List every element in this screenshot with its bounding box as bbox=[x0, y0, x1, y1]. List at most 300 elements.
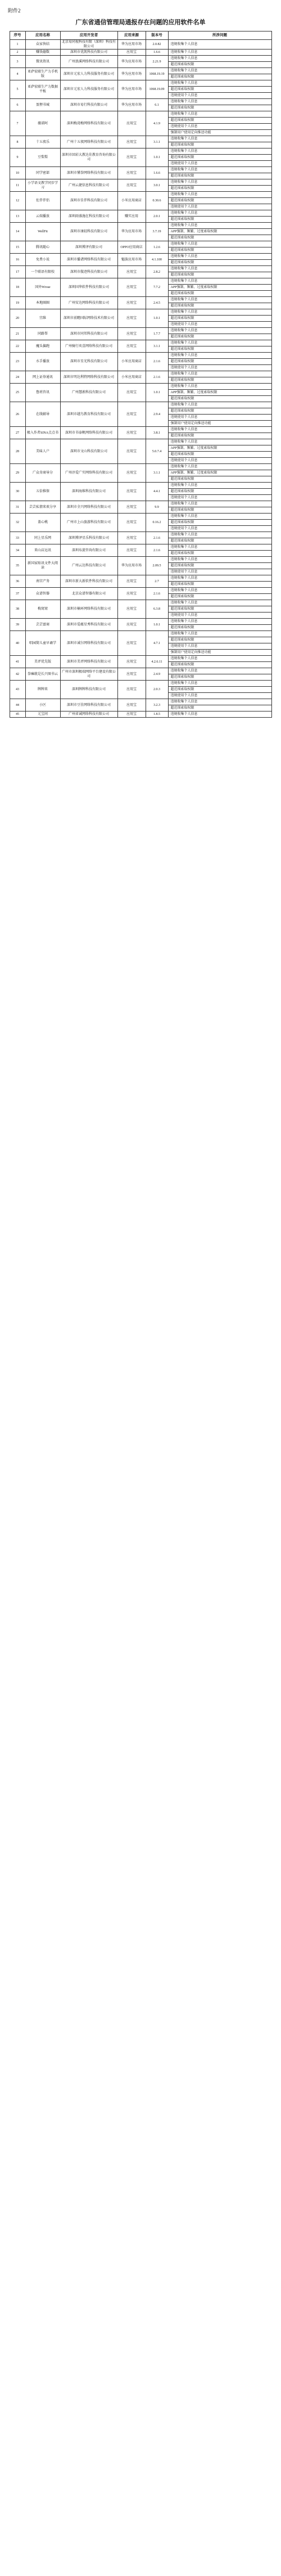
cell-source: 华为应用市场 bbox=[117, 56, 146, 68]
cell-no: 38 bbox=[10, 600, 25, 619]
cell-issue: 超范围索取权限 bbox=[168, 507, 271, 514]
cell-issue: 超范围索取权限 bbox=[168, 74, 271, 80]
cell-source: 应用宝 bbox=[117, 111, 146, 136]
cell-source: 华为应用市场 bbox=[117, 557, 146, 575]
cell-issue: 违规收集个人信息 bbox=[168, 501, 271, 507]
cell-developer: 深圳市懂拳网络科技有限公司 bbox=[60, 167, 117, 179]
table-row bbox=[10, 297, 271, 303]
cell-no: 16 bbox=[10, 254, 25, 266]
table-row bbox=[10, 699, 271, 705]
cell-issue: 超范围索取权限 bbox=[168, 625, 271, 631]
cell-issue: 超范围索取权限 bbox=[168, 142, 271, 148]
cell-no: 43 bbox=[10, 681, 25, 699]
cell-issue: 违规使用个人信息 bbox=[168, 124, 271, 130]
cell-no: 29 bbox=[10, 464, 25, 483]
cell-app-name: 赚钱德数 bbox=[25, 49, 60, 56]
cell-issue: 超范围索取权限 bbox=[168, 155, 271, 161]
cell-source: 应用宝 bbox=[117, 501, 146, 514]
cell-app-name: 盈狸书城 bbox=[25, 99, 60, 111]
cell-source: 应用宝 bbox=[117, 514, 146, 532]
cell-no: 11 bbox=[10, 179, 25, 192]
cell-issue: 超范围索取权限 bbox=[168, 272, 271, 278]
cell-developer: 深圳市文山科技有限公司 bbox=[60, 439, 117, 464]
cell-source: 小米应用商店 bbox=[117, 192, 146, 210]
cell-no: 3 bbox=[10, 56, 25, 68]
cell-issue: APP强制、频繁、过度索取权限 bbox=[168, 445, 271, 452]
cell-issue: 超范围索取权限 bbox=[168, 377, 271, 384]
cell-version: 1068.19.09 bbox=[146, 80, 168, 99]
cell-app-name: 来山店远讯 bbox=[25, 544, 60, 557]
table-row bbox=[10, 532, 271, 538]
cell-no: 21 bbox=[10, 328, 25, 340]
cell-version: 2.4.9 bbox=[146, 668, 168, 681]
table-row bbox=[10, 544, 271, 551]
cell-developer: 深圳梅湾梅网络科技有限公司 bbox=[60, 111, 117, 136]
cell-developer: 深圳市优凯科技有限公司 bbox=[60, 49, 117, 56]
cell-issue: 违规收集个人信息 bbox=[168, 402, 271, 408]
cell-issue: 超范围索取权限 bbox=[168, 551, 271, 557]
cell-source: 赚实应用 bbox=[117, 210, 146, 223]
cell-developer: 深圳市全兴网络科技有限公司 bbox=[60, 501, 117, 514]
cell-version: 4.1.100 bbox=[146, 254, 168, 266]
cell-issue: 违规使用个人信息 bbox=[168, 93, 271, 99]
cell-developer: 深圳海维科技有限公司 bbox=[60, 483, 117, 501]
cell-issue: 违规收集个人信息 bbox=[168, 148, 271, 155]
cell-developer: 深圳市同邦科技有限公司 bbox=[60, 328, 117, 340]
table-row bbox=[10, 167, 271, 173]
cell-app-name: 美味人户 bbox=[25, 439, 60, 464]
cell-version: 2.1.6 bbox=[146, 544, 168, 557]
cell-developer: 深圳市美评网络科技有限公司 bbox=[60, 656, 117, 668]
document-page bbox=[0, 0, 281, 729]
cell-no: 9 bbox=[10, 148, 25, 167]
cell-version: 2.0.3 bbox=[146, 681, 168, 699]
cell-issue: 违规收集个人信息 bbox=[168, 619, 271, 625]
cell-version: 2.1.6 bbox=[146, 588, 168, 600]
table-row bbox=[10, 631, 271, 637]
cell-version: 1068.19.19 bbox=[146, 68, 168, 80]
cell-app-name: 南宫产务 bbox=[25, 575, 60, 588]
cell-developer: 深圳市康轻科技有限公司 bbox=[60, 223, 117, 241]
table-row bbox=[10, 588, 271, 594]
cell-app-name: 免费小说 bbox=[25, 254, 60, 266]
cell-developer: 深圳市书泰帆网络科技有限公司 bbox=[60, 427, 117, 439]
cell-source: 应用宝 bbox=[117, 278, 146, 297]
table-row bbox=[10, 340, 271, 346]
cell-source: 应用宝 bbox=[117, 631, 146, 656]
cell-developer: 深圳市诚尔网络科技有限公司 bbox=[60, 631, 117, 656]
table-row bbox=[10, 266, 271, 272]
attachment-label: 附件2 bbox=[8, 8, 21, 13]
table-row bbox=[10, 668, 271, 674]
cell-version: 0.30.6 bbox=[146, 192, 168, 210]
cell-issue: 违规收集个人信息 bbox=[168, 278, 271, 285]
cell-no: 8 bbox=[10, 136, 25, 148]
table-row bbox=[10, 600, 271, 606]
cell-source: 应用宝 bbox=[117, 309, 146, 328]
cell-issue: 违规收集个人信息 bbox=[168, 223, 271, 229]
cell-issue: 违规收集个人信息 bbox=[168, 544, 271, 551]
cell-source: 应用宝 bbox=[117, 600, 146, 619]
cell-source: 应用宝 bbox=[117, 575, 146, 588]
cell-source: 应用宝 bbox=[117, 427, 146, 439]
cell-issue: 违规使用个人信息 bbox=[168, 495, 271, 501]
cell-issue: 超范围索取权限 bbox=[168, 316, 271, 322]
cell-issue: 违规收集个人信息 bbox=[168, 600, 271, 606]
cell-no: 17 bbox=[10, 266, 25, 278]
cell-issue: 违规收集个人信息 bbox=[168, 340, 271, 346]
cell-developer: 深圳博泽星乐科技有限公司 bbox=[60, 532, 117, 544]
cell-issue: 超范围索取权限 bbox=[168, 489, 271, 495]
cell-source: 华为应用市场 bbox=[117, 80, 146, 99]
cell-issue: 违规使用个人信息 bbox=[168, 415, 271, 421]
table-row bbox=[10, 49, 271, 56]
cell-issue: 违规收集个人信息 bbox=[168, 353, 271, 359]
cell-app-name: 亚萨宏联生产力数据平板 bbox=[25, 80, 60, 99]
cell-developer: 广州慧淞科技有限公司 bbox=[60, 384, 117, 402]
cell-no: 33 bbox=[10, 532, 25, 544]
table-row bbox=[10, 223, 271, 229]
cell-issue: 违规收集个人信息 bbox=[168, 136, 271, 142]
table-row bbox=[10, 514, 271, 520]
table-row bbox=[10, 328, 271, 334]
cell-source: 应用宝 bbox=[117, 328, 146, 340]
cell-no: 19 bbox=[10, 297, 25, 309]
cell-version: 1.6.6 bbox=[146, 49, 168, 56]
cell-issue: 违规使用个人信息 bbox=[168, 458, 271, 464]
cell-app-name: 宜维 bbox=[25, 309, 60, 328]
cell-version: 2.0.1 bbox=[146, 210, 168, 223]
cell-issue: 违规收集个人信息 bbox=[168, 241, 271, 247]
cell-app-name: 小区 bbox=[25, 699, 60, 711]
cell-app-name: 芸芸私情来欢分享 bbox=[25, 501, 60, 514]
cell-no: 20 bbox=[10, 309, 25, 328]
cell-app-name: 微讯资讯 bbox=[25, 56, 60, 68]
cell-issue: 超范围索取权限 bbox=[168, 705, 271, 711]
cell-version: 2.0.82 bbox=[146, 40, 168, 49]
cell-issue: 超范围索取权限 bbox=[168, 563, 271, 569]
cell-app-name: 同上星乐网 bbox=[25, 532, 60, 544]
cell-issue: 违规收集个人信息 bbox=[168, 384, 271, 390]
cell-issue: 违规使用个人信息 bbox=[168, 322, 271, 328]
table-row bbox=[10, 111, 271, 118]
cell-app-name: 元宝问 bbox=[25, 711, 60, 718]
cell-issue: 超范围索取权限 bbox=[168, 346, 271, 353]
cell-developer: 深圳雨盛施在科技有限公司 bbox=[60, 210, 117, 223]
table-row bbox=[10, 464, 271, 470]
cell-developer: 深圳市爱蕴星秀科技有限公司 bbox=[60, 619, 117, 631]
cell-issue: 超范围索取权限 bbox=[168, 674, 271, 681]
cell-issue: APP强制、频繁、过度索取权限 bbox=[168, 390, 271, 396]
cell-developer: 广州市上山旅游科技有限公司 bbox=[60, 514, 117, 532]
cell-version: 4.2.6.11 bbox=[146, 656, 168, 668]
table-row bbox=[10, 501, 271, 507]
cell-app-name: 唱园简儿童早诵学 bbox=[25, 631, 60, 656]
cell-no: 13 bbox=[10, 210, 25, 223]
cell-version: 3.8.1 bbox=[146, 427, 168, 439]
cell-source: 应用宝 bbox=[117, 711, 146, 718]
cell-developer: 深圳市回彩大教达佳教育咨询有限公司 bbox=[60, 148, 117, 167]
cell-issue: 违规收集个人信息 bbox=[168, 111, 271, 118]
cell-issue: 违规收集个人信息 bbox=[168, 40, 271, 49]
cell-no: 44 bbox=[10, 699, 25, 711]
cell-issue: 违规收集个人信息 bbox=[168, 192, 271, 198]
table-row bbox=[10, 56, 271, 62]
cell-version: 3.1.1 bbox=[146, 136, 168, 148]
cell-source: 应用宝 bbox=[117, 656, 146, 668]
cell-issue: 超范围索取权限 bbox=[168, 520, 271, 526]
table-row bbox=[10, 179, 271, 186]
cell-app-name: 一个联语有限校 bbox=[25, 266, 60, 278]
cell-source: 小米应用商店 bbox=[117, 353, 146, 371]
cell-developer: 广州云捷信息科技有限公司 bbox=[60, 179, 117, 192]
cell-app-name: 同学密部 bbox=[25, 167, 60, 179]
cell-no: 23 bbox=[10, 353, 25, 371]
cell-version: 3.2.3 bbox=[146, 699, 168, 711]
cell-version: 6.1 bbox=[146, 99, 168, 111]
cell-no: 30 bbox=[10, 483, 25, 501]
table-row bbox=[10, 80, 271, 87]
header-developer: 应用开发者 bbox=[60, 31, 117, 40]
cell-no: 1 bbox=[10, 40, 25, 49]
table-row bbox=[10, 371, 271, 377]
cell-source: 应用宝 bbox=[117, 266, 146, 278]
cell-source: 华为应用市场 bbox=[117, 68, 146, 80]
header-version: 版本号 bbox=[146, 31, 168, 40]
table-row bbox=[10, 136, 271, 142]
cell-no: 22 bbox=[10, 340, 25, 353]
cell-issue: 超范围索取权限 bbox=[168, 334, 271, 340]
cell-version: 2.4.5 bbox=[146, 297, 168, 309]
cell-source: 华为应用市场 bbox=[117, 99, 146, 111]
cell-developer: 深圳市易行科技有限公司 bbox=[60, 99, 117, 111]
table-row bbox=[10, 402, 271, 408]
cell-issue: 超范围索取权限 bbox=[168, 433, 271, 439]
cell-issue: APP强制、频繁、过度索取权限 bbox=[168, 470, 271, 476]
cell-issue: 超范围索取权限 bbox=[168, 105, 271, 111]
cell-version: 7.7.2 bbox=[146, 278, 168, 297]
cell-app-name: 拳瘫就是长兴图书云 bbox=[25, 668, 60, 681]
cell-issue: 违规收集个人信息 bbox=[168, 179, 271, 186]
cell-version: 1.0.1 bbox=[146, 309, 168, 328]
cell-issue: 超范围索取权限 bbox=[168, 173, 271, 179]
cell-developer: 广州淳爱广实网络科技有限公司 bbox=[60, 464, 117, 483]
table-row bbox=[10, 384, 271, 390]
cell-version: 2.8.2 bbox=[146, 266, 168, 278]
cell-issue: 违规收集个人信息 bbox=[168, 631, 271, 637]
cell-source: 华为应用市场 bbox=[117, 223, 146, 241]
cell-version: 9.9 bbox=[146, 501, 168, 514]
cell-app-name: 众家快结 bbox=[25, 40, 60, 49]
cell-issue: 违规收集个人信息 bbox=[168, 483, 271, 489]
cell-source: 小米应用商店 bbox=[117, 371, 146, 384]
cell-issue: 超范围索取权限 bbox=[168, 662, 271, 668]
cell-no: 2 bbox=[10, 49, 25, 56]
table-row bbox=[10, 192, 271, 198]
cell-version: 4.7.1 bbox=[146, 631, 168, 656]
table-row bbox=[10, 439, 271, 445]
cell-developer: 深圳市楠环网络科技有限公司 bbox=[60, 600, 117, 619]
cell-no: 4 bbox=[10, 68, 25, 80]
table-row bbox=[10, 483, 271, 489]
cell-issue: 超范围索取权限 bbox=[168, 260, 271, 266]
table-row bbox=[10, 619, 271, 625]
cell-issue: 超范围索取权限 bbox=[168, 637, 271, 643]
cell-issue: 违规使用个人信息 bbox=[168, 613, 271, 619]
cell-source: 应用宝 bbox=[117, 699, 146, 711]
cell-version: 3.1.1 bbox=[146, 464, 168, 483]
cell-developer: 深圳市新大新软件科技有限公司 bbox=[60, 575, 117, 588]
app-list-table bbox=[10, 31, 272, 718]
cell-issue: 违规使用个人信息 bbox=[168, 161, 271, 167]
cell-app-name: 五倍推保 bbox=[25, 483, 60, 501]
cell-issue: APP强制、频繁、过度索取权限 bbox=[168, 229, 271, 235]
cell-developer: 北京易同视科技有限（深圳）科技有限公司 bbox=[60, 40, 117, 49]
cell-app-name: 水手播放 bbox=[25, 353, 60, 371]
cell-issue: 强制用户使用定向推送功能 bbox=[168, 130, 271, 136]
table-row bbox=[10, 241, 271, 247]
cell-app-name: 新国家贴讯文件大阅读 bbox=[25, 557, 60, 575]
cell-version: 0.16.2 bbox=[146, 514, 168, 532]
cell-issue: 超范围索取权限 bbox=[168, 582, 271, 588]
cell-app-name: 腾讯随心 bbox=[25, 241, 60, 254]
cell-issue: 违规收集个人信息 bbox=[168, 681, 271, 687]
cell-app-name: 美评优先版 bbox=[25, 656, 60, 668]
cell-developer: 深圳市前瞻国际网络技术有限公司 bbox=[60, 309, 117, 328]
table-header-row bbox=[10, 31, 271, 40]
cell-issue: 违规收集个人信息 bbox=[168, 80, 271, 87]
cell-developer: 深圳市明达利特网络科技有限公司 bbox=[60, 371, 117, 384]
table-row bbox=[10, 68, 271, 74]
table-row bbox=[10, 557, 271, 563]
cell-no: 7 bbox=[10, 111, 25, 136]
cell-source: 应用宝 bbox=[117, 297, 146, 309]
cell-issue: 违规收集个人信息 bbox=[168, 557, 271, 563]
cell-version: 5.0.7.4 bbox=[146, 439, 168, 464]
cell-no: 5 bbox=[10, 80, 25, 99]
table-row bbox=[10, 309, 271, 316]
header-no: 序号 bbox=[10, 31, 25, 40]
cell-issue: 超范围索取权限 bbox=[168, 687, 271, 693]
cell-source: 应用宝 bbox=[117, 179, 146, 192]
cell-app-name: 广众奇商导分 bbox=[25, 464, 60, 483]
cell-issue: 违规收集个人信息 bbox=[168, 699, 271, 705]
cell-app-name: 在线辅导 bbox=[25, 402, 60, 427]
cell-source: 应用宝 bbox=[117, 384, 146, 402]
cell-app-name: 佐伴伴侣 bbox=[25, 192, 60, 210]
cell-version: 4.4.1 bbox=[146, 483, 168, 501]
cell-issue: 违规使用个人信息 bbox=[168, 643, 271, 650]
cell-no: 39 bbox=[10, 619, 25, 631]
cell-issue: 违规收集个人信息 bbox=[168, 371, 271, 377]
cell-issue: 超范围索取权限 bbox=[168, 396, 271, 402]
header-source: 应用来源 bbox=[117, 31, 146, 40]
cell-source: 应用宝 bbox=[117, 464, 146, 483]
cell-issue: 违规收集个人信息 bbox=[168, 575, 271, 582]
cell-source: 魅族应用市场 bbox=[117, 254, 146, 266]
cell-no: 35 bbox=[10, 557, 25, 575]
cell-version: 3.7.19 bbox=[146, 223, 168, 241]
cell-app-name: 极入作者SINA点点书 bbox=[25, 427, 60, 439]
cell-issue: 违规使用个人信息 bbox=[168, 569, 271, 575]
cell-no: 27 bbox=[10, 427, 25, 439]
table-body bbox=[10, 40, 271, 718]
cell-source: 应用宝 bbox=[117, 148, 146, 167]
cell-issue: 超范围索取权限 bbox=[168, 359, 271, 365]
document-title: 广东省通信管理局通报存在问题的应用软件名单 bbox=[75, 19, 206, 26]
cell-app-name: 豆梨梨 bbox=[25, 148, 60, 167]
cell-issue: 违规收集个人信息 bbox=[168, 266, 271, 272]
cell-issue: 违规收集个人信息 bbox=[168, 711, 271, 718]
cell-source: 应用宝 bbox=[117, 136, 146, 148]
cell-version: 1.0.1 bbox=[146, 384, 168, 402]
cell-app-name: 鲁班咨讯 bbox=[25, 384, 60, 402]
table-row bbox=[10, 148, 271, 155]
cell-version: 1.2.6 bbox=[146, 241, 168, 254]
table-row bbox=[10, 681, 271, 687]
cell-source: 应用宝 bbox=[117, 619, 146, 631]
cell-developer: 深圳市越鸟教育科技有限公司 bbox=[60, 402, 117, 427]
cell-source: 应用宝 bbox=[117, 588, 146, 600]
cell-app-name: 芸芸富商 bbox=[25, 619, 60, 631]
cell-issue: 违规收集个人信息 bbox=[168, 668, 271, 674]
cell-issue: 超范围索取权限 bbox=[168, 594, 271, 600]
cell-issue: 违规收集个人信息 bbox=[168, 49, 271, 56]
cell-no: 40 bbox=[10, 631, 25, 656]
cell-issue: 违规收集个人信息 bbox=[168, 328, 271, 334]
table-row bbox=[10, 427, 271, 433]
cell-issue: 超范围索取权限 bbox=[168, 476, 271, 483]
cell-app-name: 国外Wrose bbox=[25, 278, 60, 297]
cell-source: 应用宝 bbox=[117, 402, 146, 427]
cell-developer: 广州云达科技有限公司 bbox=[60, 557, 117, 575]
header-app-name: 应用名称 bbox=[25, 31, 60, 40]
cell-issue: 超范围索取权限 bbox=[168, 118, 271, 124]
cell-issue: 超范围索取权限 bbox=[168, 538, 271, 544]
cell-app-name: 十五夜乐 bbox=[25, 136, 60, 148]
cell-app-name: 盖心桃 bbox=[25, 514, 60, 532]
cell-issue: 强制用户使用定向推送功能 bbox=[168, 650, 271, 656]
cell-app-name: 魔头偏跑 bbox=[25, 340, 60, 353]
cell-developer: 广州市深圳极端网络平台建设有限公司 bbox=[60, 668, 117, 681]
table-row bbox=[10, 575, 271, 582]
cell-developer: 广州十五夜网络科技有限公司 bbox=[60, 136, 117, 148]
cell-no: 10 bbox=[10, 167, 25, 179]
cell-app-name: WellFit bbox=[25, 223, 60, 241]
cell-developer: 广州省诚网络科技有限公司 bbox=[60, 711, 117, 718]
cell-developer: 深圳国华软件科技有限公司 bbox=[60, 278, 117, 297]
cell-source: 应用宝 bbox=[117, 340, 146, 353]
cell-issue: 违规收集个人信息 bbox=[168, 99, 271, 105]
cell-version: 1.0.1 bbox=[146, 619, 168, 631]
cell-issue: 违规收集个人信息 bbox=[168, 427, 271, 433]
cell-issue: 违规收集个人信息 bbox=[168, 68, 271, 74]
cell-source: 应用宝 bbox=[117, 532, 146, 544]
cell-issue: 违规使用个人信息 bbox=[168, 365, 271, 371]
cell-source: 应用宝 bbox=[117, 544, 146, 557]
cell-issue: 违规收集个人信息 bbox=[168, 439, 271, 445]
cell-no: 42 bbox=[10, 668, 25, 681]
cell-version: 4.1.9 bbox=[146, 111, 168, 136]
table-row bbox=[10, 254, 271, 260]
cell-app-name: 牌牌来 bbox=[25, 681, 60, 699]
cell-issue: 超范围索取权限 bbox=[168, 186, 271, 192]
cell-issue: 超范围索取权限 bbox=[168, 408, 271, 415]
cell-version: 2.09.5 bbox=[146, 557, 168, 575]
cell-app-name: 本地圈圈 bbox=[25, 297, 60, 309]
cell-developer: 深圳布旋咨询有限公司 bbox=[60, 544, 117, 557]
cell-no: 32 bbox=[10, 514, 25, 532]
